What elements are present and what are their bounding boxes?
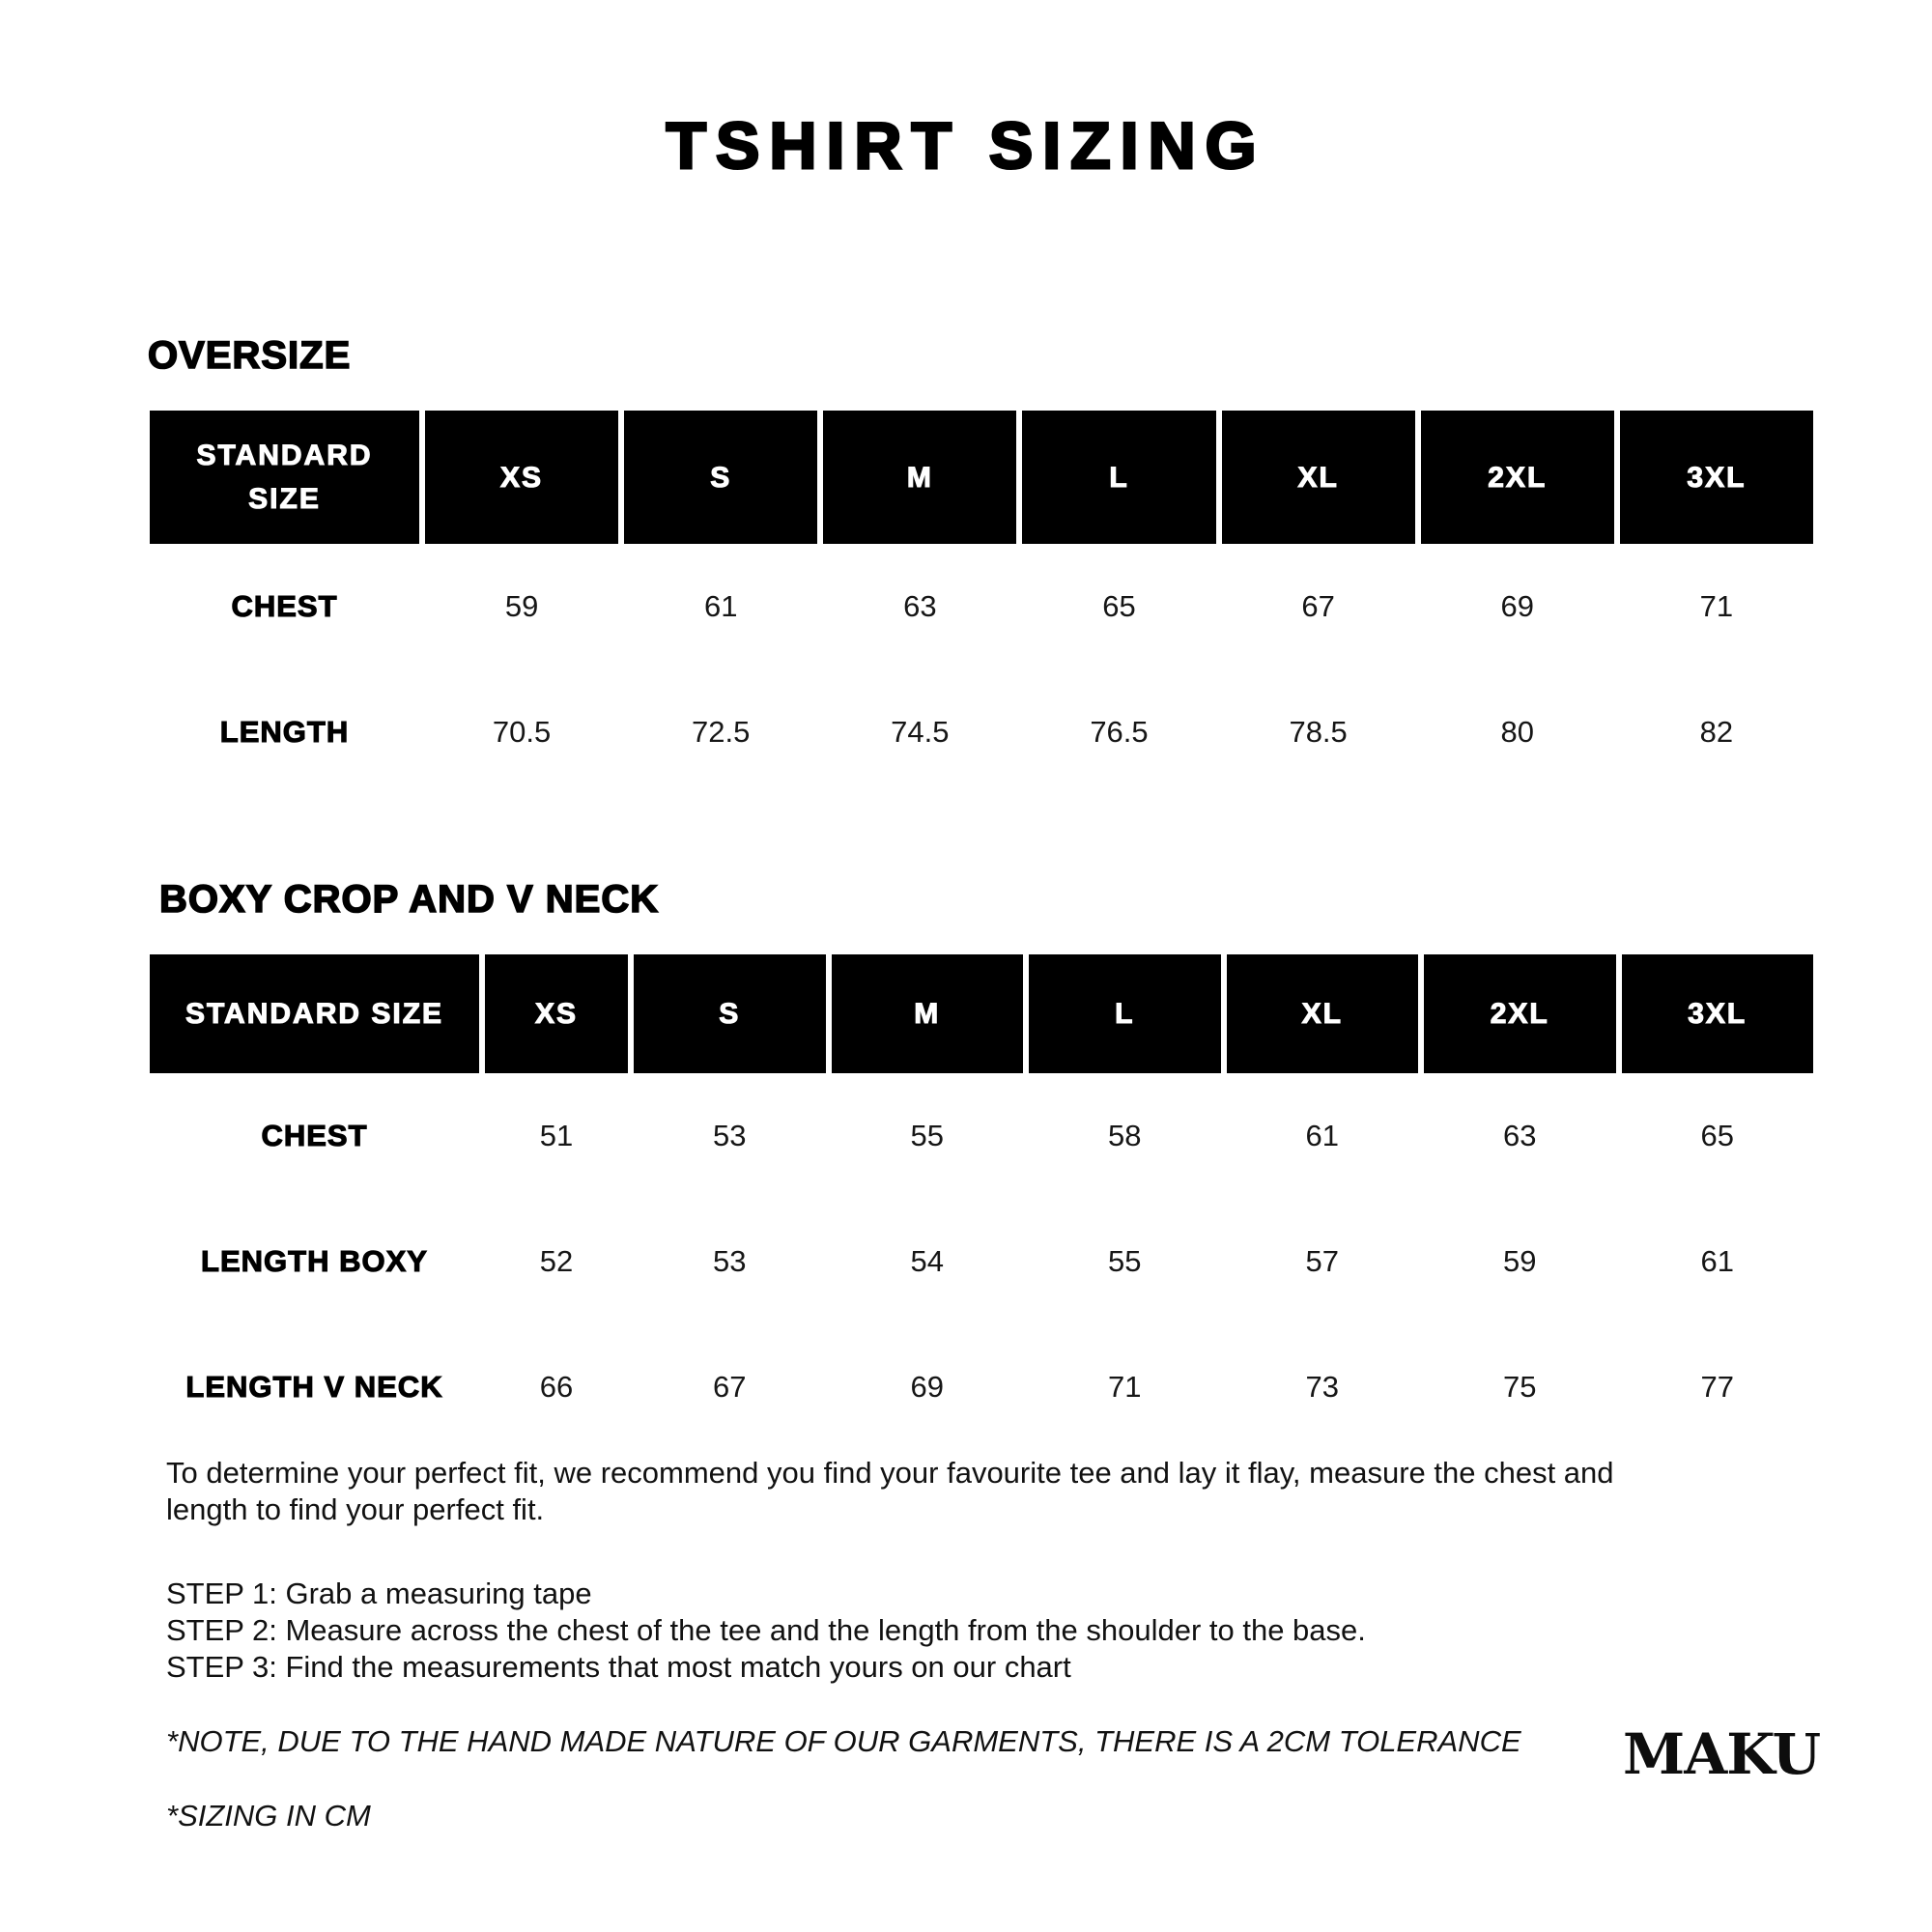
size-value: 61 xyxy=(1700,1244,1734,1278)
header-cell-m: M xyxy=(823,411,1016,544)
size-value: 73 xyxy=(1305,1370,1339,1404)
row-label: LENGTH V NECK xyxy=(185,1370,443,1404)
step-3: STEP 3: Find the measurements that most match yours on our chart xyxy=(166,1650,1071,1684)
size-value: 57 xyxy=(1305,1244,1339,1278)
boxy-crop-v-neck-table xyxy=(150,954,1813,1450)
measuring-steps xyxy=(166,1576,1366,1686)
size-value: 65 xyxy=(1102,589,1136,623)
header-cell-xl: XL xyxy=(1222,411,1415,544)
boxy-header-row xyxy=(150,954,1813,1073)
section-title-oversize: OVERSIZE xyxy=(148,334,352,377)
size-value: 66 xyxy=(539,1370,574,1404)
size-value: 63 xyxy=(903,589,937,623)
header-cell-3xl: 3XL xyxy=(1622,954,1814,1073)
header-cell-xs: XS xyxy=(425,411,618,544)
table-row-length-v-neck xyxy=(150,1324,1813,1450)
header-cell-standard-size: STANDARD SIZE xyxy=(150,954,479,1073)
size-value: 61 xyxy=(1305,1119,1339,1152)
page-title: TSHIRT SIZING xyxy=(666,109,1266,183)
fit-intro-paragraph: To determine your perfect fit, we recommend you find your favourite tee and lay it flay, measure the chest and length to find your perfect fit. xyxy=(166,1456,1614,1526)
table-row-length-boxy xyxy=(150,1199,1813,1324)
size-value: 58 xyxy=(1108,1119,1142,1152)
size-value: 67 xyxy=(713,1370,747,1404)
maku-logo: MAKU xyxy=(1623,1721,1821,1787)
size-value: 53 xyxy=(713,1244,747,1278)
size-value: 51 xyxy=(539,1119,574,1152)
size-value: 69 xyxy=(1500,589,1535,623)
row-label: CHEST xyxy=(261,1119,368,1152)
oversize-header-row xyxy=(150,411,1813,544)
header-cell-3xl: 3XL xyxy=(1620,411,1813,544)
header-cell-s: S xyxy=(624,411,817,544)
size-value: 53 xyxy=(713,1119,747,1152)
size-value: 77 xyxy=(1700,1370,1734,1404)
header-cell-xl: XL xyxy=(1227,954,1419,1073)
step-1: STEP 1: Grab a measuring tape xyxy=(166,1577,592,1610)
header-cell-m: M xyxy=(832,954,1024,1073)
size-value: 67 xyxy=(1301,589,1335,623)
size-value: 74.5 xyxy=(891,715,950,749)
table-row-length xyxy=(150,669,1813,795)
size-value: 76.5 xyxy=(1090,715,1149,749)
size-value: 70.5 xyxy=(492,715,552,749)
header-cell-l: L xyxy=(1029,954,1221,1073)
size-value: 71 xyxy=(1108,1370,1142,1404)
size-value: 69 xyxy=(910,1370,944,1404)
sizing-unit-note: *SIZING IN CM xyxy=(166,1799,371,1833)
size-value: 52 xyxy=(539,1244,574,1278)
row-label: LENGTH xyxy=(219,715,350,749)
size-value: 63 xyxy=(1503,1119,1537,1152)
oversize-table xyxy=(150,411,1813,795)
size-value: 65 xyxy=(1700,1119,1734,1152)
row-label: LENGTH BOXY xyxy=(201,1244,428,1278)
size-value: 55 xyxy=(910,1119,944,1152)
size-value: 78.5 xyxy=(1289,715,1348,749)
header-cell-l: L xyxy=(1022,411,1215,544)
section-title-boxy-crop-v-neck: BOXY CROP AND V NECK xyxy=(159,878,660,921)
table-row-chest xyxy=(150,544,1813,669)
header-cell-standard-size: STANDARD SIZE xyxy=(150,411,419,544)
header-cell-2xl: 2XL xyxy=(1421,411,1614,544)
table-row-chest xyxy=(150,1073,1813,1199)
size-value: 61 xyxy=(703,589,738,623)
size-value: 59 xyxy=(1503,1244,1537,1278)
size-value: 72.5 xyxy=(692,715,751,749)
size-value: 71 xyxy=(1699,589,1734,623)
size-value: 82 xyxy=(1699,715,1734,749)
size-value: 75 xyxy=(1503,1370,1537,1404)
size-value: 55 xyxy=(1108,1244,1142,1278)
step-2: STEP 2: Measure across the chest of the tee and the length from the shoulder to the base. xyxy=(166,1613,1366,1647)
row-label: CHEST xyxy=(231,589,338,623)
size-value: 54 xyxy=(910,1244,944,1278)
header-cell-xs: XS xyxy=(485,954,628,1073)
header-cell-s: S xyxy=(634,954,826,1073)
size-value: 80 xyxy=(1500,715,1535,749)
tolerance-note: *NOTE, DUE TO THE HAND MADE NATURE OF OUR GARMENTS, THERE IS A 2CM TOLERANCE xyxy=(166,1724,1521,1758)
size-value: 59 xyxy=(504,589,539,623)
header-cell-2xl: 2XL xyxy=(1424,954,1616,1073)
